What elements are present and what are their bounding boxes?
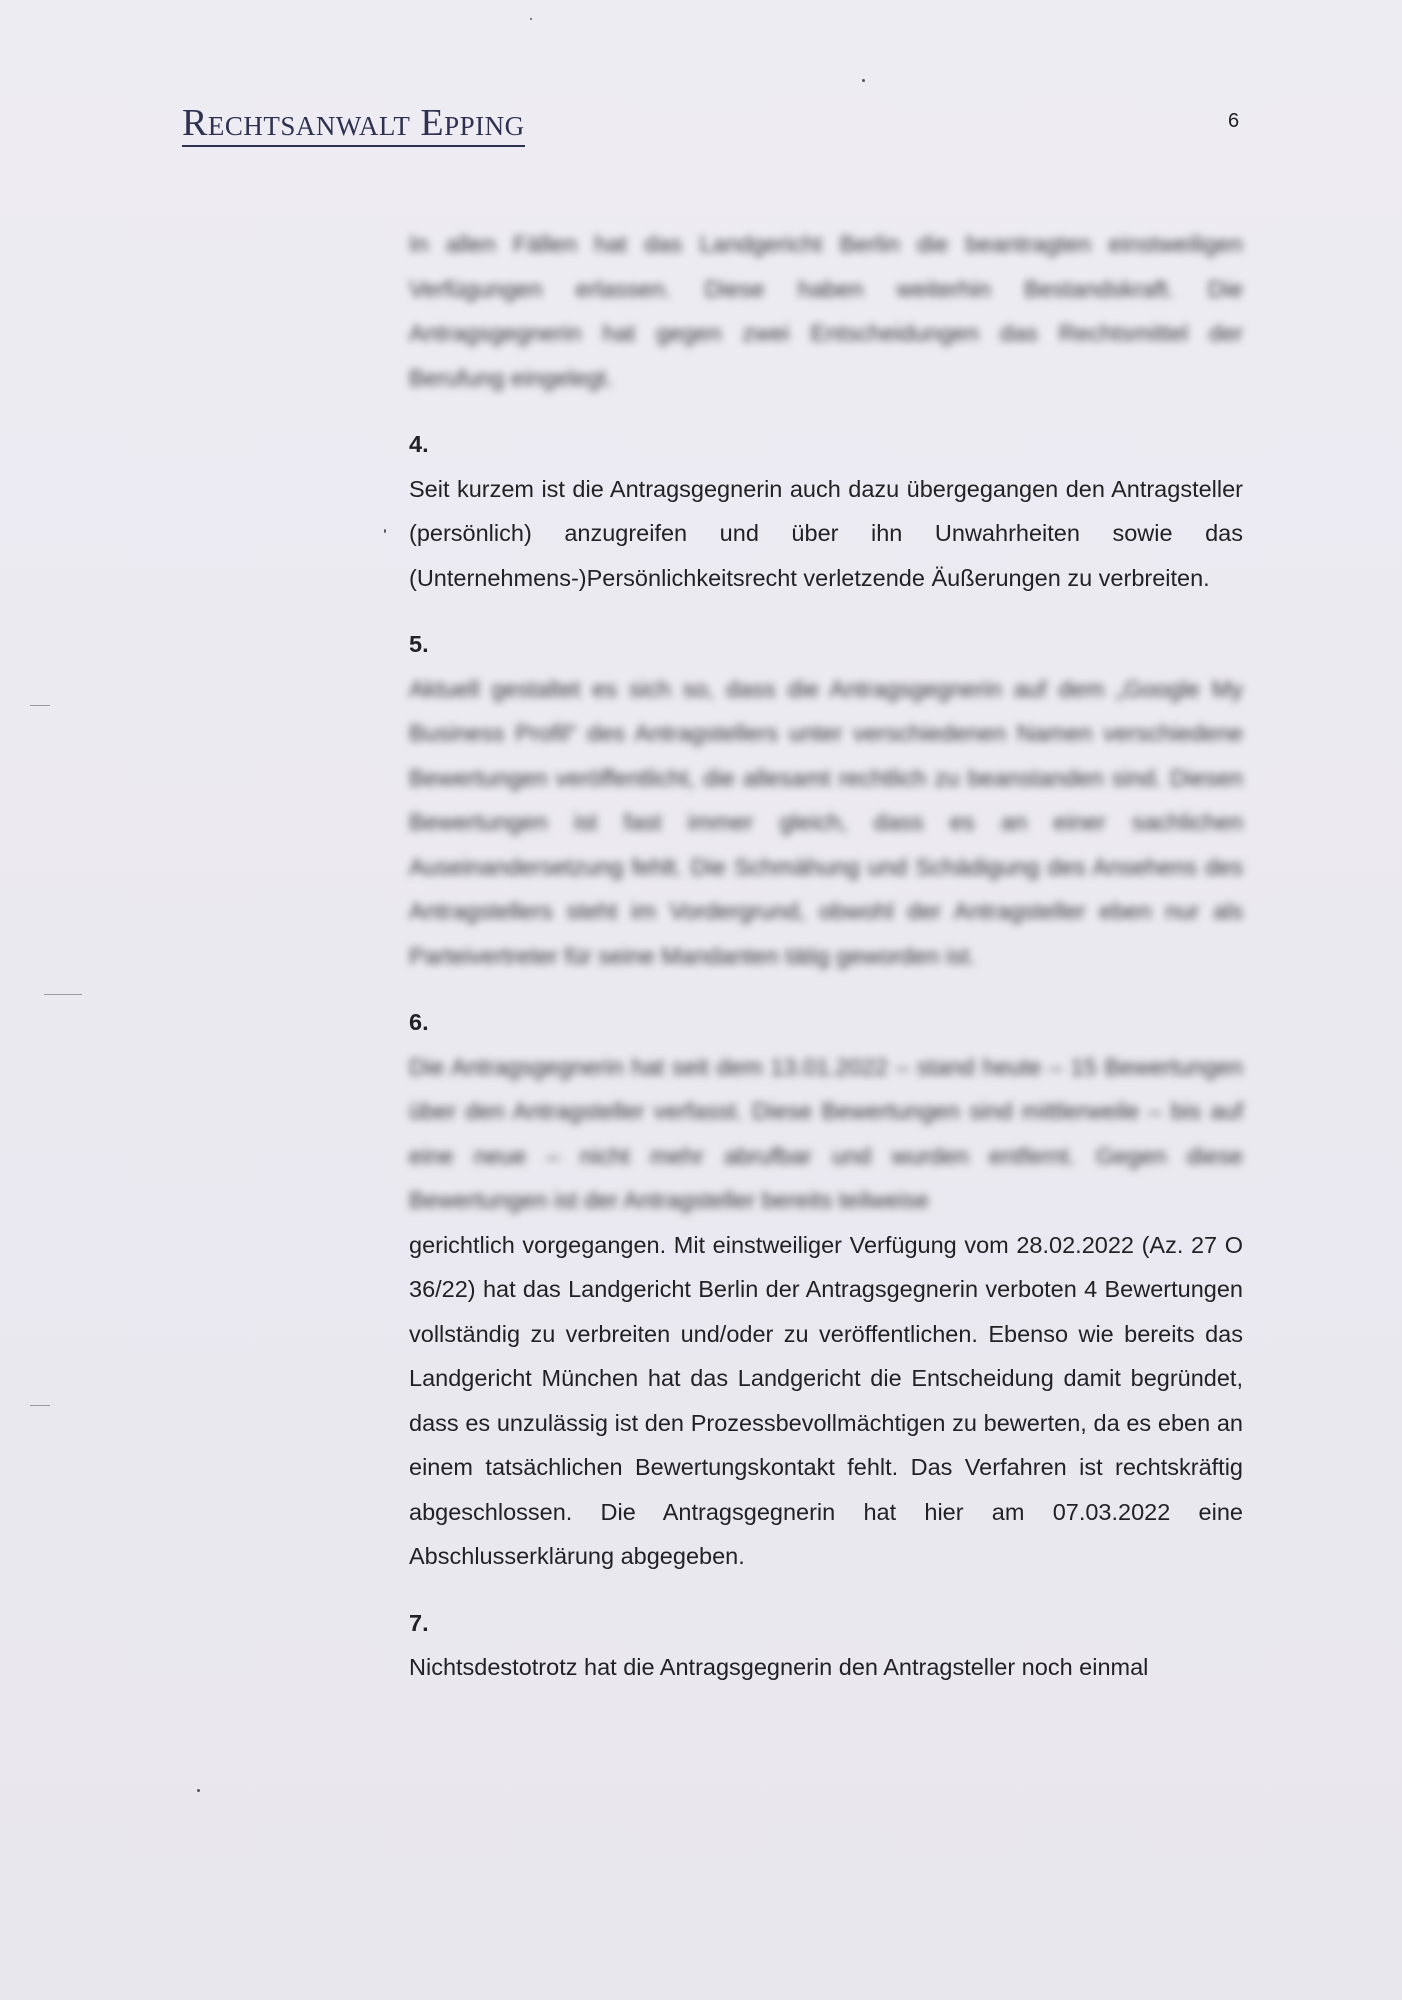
letterhead-word-1: echtsanwalt (207, 102, 411, 144)
section-6-text: gerichtlich vorgegangen. Mit einstweiliger Verfügung vom 28.02.2022 (Az. 27 O 36/22) hat das Landgericht Berlin der Antragsgegnerin verboten 4 Bewertungen vollständig zu verbreiten und/oder zu veröffentlichen. Ebenso wie bereits das Landgericht München hat das Landgericht die Entscheidung damit begründet, dass es unzulässig ist den Prozessbevollmächtigen zu bewerten, da es eben an einem tatsächlichen Bewertungskontakt fehlt. Das Verfahren ist rechtskräftig abgeschlossen. Die Antragsgegnerin hat hier am 07.03.2022 eine Abschlusserklärung abgegeben. (409, 1231, 1243, 1569)
letterhead (182, 103, 525, 147)
scan-speck (197, 1789, 200, 1792)
section-7-text: Nichtsdestotrotz hat die Antragsgegnerin den Antragsteller noch einmal (409, 1654, 1149, 1680)
document-body (409, 222, 1243, 1690)
section-4-text: Seit kurzem ist die Antragsgegnerin auch dazu übergegangen den Antragsteller (persönlich) anzugreifen und über ihn Unwahrheiten sowie das (Unternehmens-)Persönlichkeitsrecht verletzende Äußerungen zu verbreiten. (409, 475, 1243, 591)
margin-mark (44, 994, 82, 995)
section-6-text-redacted: Die Antragsgegnerin hat seit dem 13.01.2022 – stand heute – 15 Bewertungen über den Antragsteller verfasst. Diese Bewertungen sind mittlerweile – bis auf eine neue – nicht mehr abrufbar und wurden entfernt. Gegen diese Bewertungen ist der Antragsteller bereits teilweise (409, 1053, 1243, 1213)
margin-mark (30, 1405, 50, 1406)
scan-speck (530, 18, 532, 20)
page-number: 6 (1228, 110, 1240, 132)
section-number-6: 6. (409, 1009, 429, 1035)
section-number-7: 7. (409, 1609, 429, 1636)
letterhead-word-2: pping (444, 102, 525, 144)
section-5-text-redacted: Aktuell gestaltet es sich so, dass die Antragsgegnerin auf dem „Google My Business Profil“ des Antragstellers unter verschiedenen Namen verschiedene Bewertungen veröffentlicht, die allesamt rechtlich zu beanstanden sind. Diesen Bewertungen ist fast immer gleich, dass es an einer sachlichen Auseinandersetzung fehlt. Die Schmähung und Schädigung des Ansehens des Antragstellers steht im Vordergrund, obwohl der Antragsteller eben nur als Parteivertreter für seine Mandanten tätig geworden ist. (409, 675, 1243, 969)
letterhead-initial-2: E (420, 102, 445, 144)
section-number-4: 4. (409, 431, 429, 457)
letterhead-initial-1: R (182, 102, 208, 144)
scan-speck (862, 79, 865, 82)
section-number-5: 5. (409, 631, 429, 657)
scan-speck (384, 529, 386, 533)
intro-paragraph-redacted: In allen Fällen hat das Landgericht Berlin die beantragten einstweiligen Verfügungen erlassen. Diese haben weiterhin Bestandskraft. Die Antragsgegnerin hat gegen zwei Entscheidungen das Rechtsmittel der Berufung eingelegt. (409, 231, 1243, 391)
margin-mark (30, 705, 50, 706)
